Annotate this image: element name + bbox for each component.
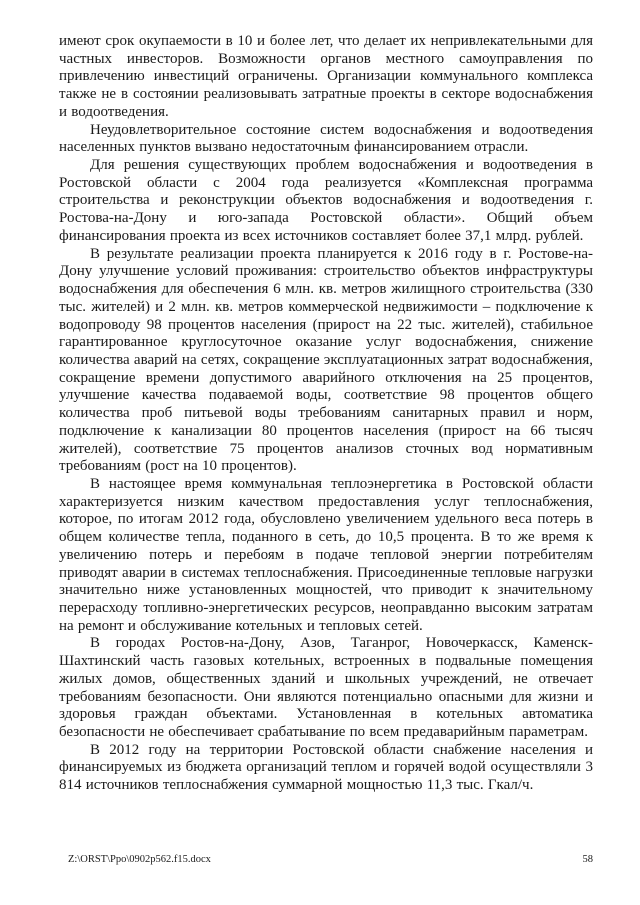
document-body [59, 33, 593, 795]
paragraph: В городах Ростов-на-Дону, Азов, Таганрог, Новочеркасск, Каменск-Шахтинский часть газовых котельных, встроенных в подвальные помещения жилых домов, общественных зданий и школьных учреждений, не отвечает требованиям безопасности. Они являются потенциально опасными для жизни и здоровья граждан объектами. Установленная в котельных автоматика безопасности не обеспечивает срабатывание по всем предаварийным параметрам. [59, 635, 593, 741]
page-footer [59, 854, 593, 866]
footer-page-number: 58 [582, 854, 593, 865]
paragraph: Для решения существующих проблем водоснабжения и водоотведения в Ростовской области с 2004 года реализуется «Комплексная программа строительства и реконструкции объектов водоснабжения и водоотведения г. Ростова-на-Дону и юго-запада Ростовской области». Общий объем финансирования проекта из всех источников составляет более 37,1 млрд. рублей. [59, 157, 593, 244]
paragraph: В результате реализации проекта планируется к 2016 году в г. Ростове-на-Дону улучшение условий проживания: строительство объектов инфраструктуры водоснабжения для обеспечения 6 млн. кв. метров жилищного строительства (330 тыс. жителей) и 2 млн. кв. метров коммерческой недвижимости – подключение к водопроводу 98 процентов населения (прирост на 22 тыс. жителей), стабильное гарантированное круглосуточное оказание услуг водоснабжения, снижение количества аварий на сетях, сокращение эксплуатационных затрат водоснабжения, сокращение времени допустимого аварийного отключения на 25 процентов, улучшение качества подаваемой воды, соответствие 98 процентов общего количества проб питьевой воды требованиям санитарных правил и норм, подключение к канализации 80 процентов населения (прирост на 66 тысяч жителей), соответствие 75 процентов анализов сточных вод нормативным требованиям (рост на 10 процентов). [59, 245, 594, 475]
paragraph: В 2012 году на территории Ростовской области снабжение населения и финансируемых из бюджета организаций теплом и горячей водой осуществляли 3 814 источников теплоснабжения суммарной мощностью 11,3 тыс. Гкал/ч. [59, 741, 593, 794]
paragraph: имеют срок окупаемости в 10 и более лет, что делает их непривлекательными для частных инвесторов. Возможности органов местного самоуправления по привлечению инвестиций ограничены. Организации коммунального комплекса также не в состоянии реализовывать затратные проекты в секторе водоснабжения и водоотведения. [59, 33, 593, 120]
paragraph: Неудовлетворительное состояние систем водоснабжения и водоотведения населенных пунктов вызвано недостаточным финансированием отрасли. [59, 121, 593, 156]
paragraph: В настоящее время коммунальная теплоэнергетика в Ростовской области характеризуется низким качеством предоставления услуг теплоснабжения, которое, по итогам 2012 года, обусловлено увеличением удельного веса потерь в общем количестве тепла, поданного в сеть, до 10,5 процента. В то же время к увеличению потерь и перебоям в подаче тепловой энергии потребителям приводят аварии в системах теплоснабжения. Присоединенные тепловые нагрузки значительно ниже установленных мощностей, что приводит к значительному перерасходу топливно-энергетических ресурсов, неоправданно высоким затратам на ремонт и обслуживание котельных и тепловых сетей. [59, 475, 593, 634]
footer-file-path: Z:\ORST\Ppo\0902p562.f15.docx [68, 854, 211, 865]
